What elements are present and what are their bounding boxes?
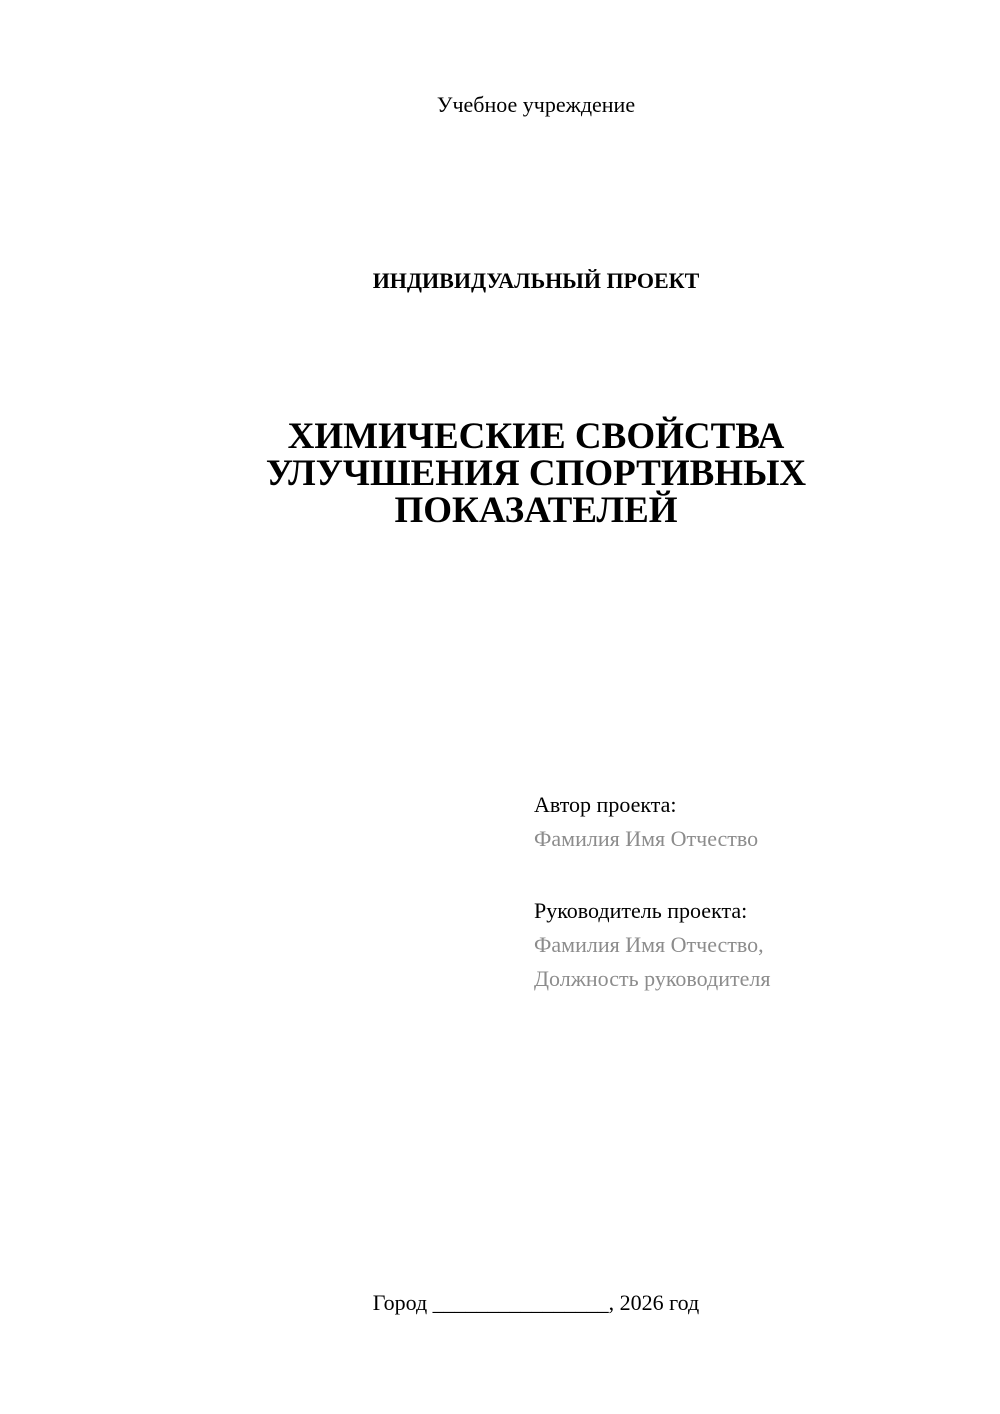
- author-name: Фамилия Имя Отчество: [534, 826, 759, 851]
- document-type: ИНДИВИДУАЛЬНЫЙ ПРОЕКТ: [372, 268, 700, 293]
- city-year-line: Город ________________, 2026 год: [372, 1290, 700, 1315]
- supervisor-label: Руководитель проекта:: [534, 898, 748, 923]
- author-label: Автор проекта:: [534, 792, 677, 817]
- institution-name: Учебное учреждение: [436, 92, 636, 117]
- project-title-line-1: ХИМИЧЕСКИЕ СВОЙСТВА: [287, 416, 785, 457]
- supervisor-name: Фамилия Имя Отчество,: [534, 932, 764, 957]
- project-title-line-3: ПОКАЗАТЕЛЕЙ: [394, 490, 678, 531]
- project-info-block: [534, 788, 954, 996]
- supervisor-position: Должность руководителя: [534, 966, 771, 991]
- project-title-line-2: УЛУЧШЕНИЯ СПОРТИВНЫХ: [265, 453, 807, 494]
- project-title: [0, 418, 1000, 529]
